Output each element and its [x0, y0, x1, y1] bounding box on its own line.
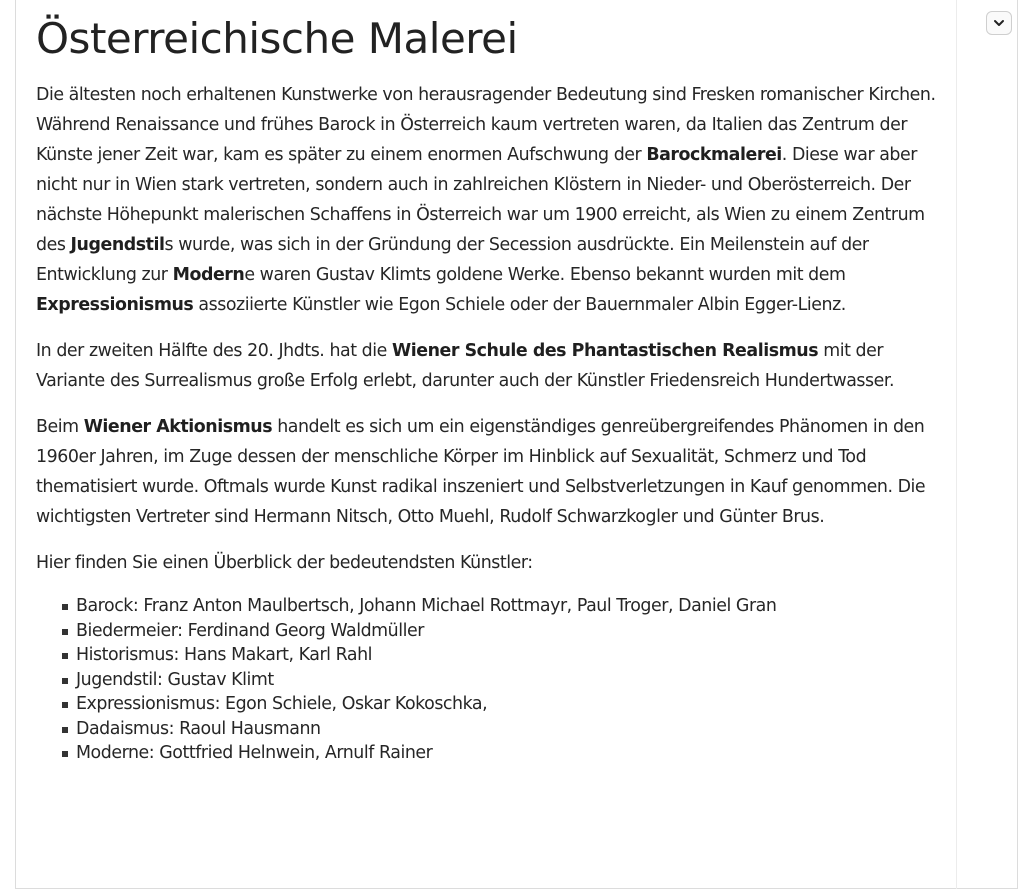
- list-item-text: Biedermeier: Ferdinand Georg Waldmüller: [76, 620, 424, 641]
- panel-divider: [956, 0, 957, 889]
- bullet: [62, 727, 68, 733]
- list-item-text: Historismus: Hans Makart, Karl Rahl: [76, 645, 373, 665]
- paragraph-text: In der zweiten Hälfte des 20. Jhdts. hat die: [36, 341, 392, 361]
- list-item: [60, 717, 946, 742]
- bullet: [62, 629, 68, 635]
- term-wiener-schule: Wiener Schule des Phantastischen Realismus: [391, 341, 819, 361]
- bullet: [62, 678, 68, 684]
- bullet: [62, 702, 68, 708]
- bullet: [62, 604, 68, 610]
- bullet: [62, 653, 68, 659]
- chevron-down-icon: [993, 19, 1005, 27]
- bullet: [62, 751, 68, 757]
- paragraph-text: Beim: [36, 417, 84, 437]
- paragraph-text: mit der Variante des Surrealismus große Erfolg erlebt, darunter auch der Künstler Friedensreich Hundertwasser.: [36, 341, 895, 391]
- paragraph-phantastischer-realismus: [36, 336, 946, 396]
- paragraph-text: Die ältesten noch erhaltenen Kunstwerke von herausragender Bedeutung sind Fresken romanischer Kirchen. Während Renaissance und frühes Barock in Österreich kaum vertreten waren, da Italien das Zentrum der Künste jener Zeit war, kam es später zu einem enormen Aufschwung der: [36, 85, 936, 165]
- list-item-text: Expressionismus: Egon Schiele, Oskar Kokoschka,: [76, 694, 488, 714]
- paragraph-text: handelt es sich um ein eigenständiges genreübergreifendes Phänomen in den 1960er Jahren, im Zuge dessen der menschliche Körper im Hinblick auf Sexualität, Schmerz und Tod thematisiert wurde. Oftmals wurde Kunst radikal inszeniert und Selbstverletzungen in Kauf genommen. Die wichtigsten Vertreter sind Hermann Nitsch, Otto Muehl, Rudolf Schwarzkogler und Günter Brus.: [36, 417, 926, 527]
- term-jugendstil: Jugendstil: [70, 235, 165, 255]
- paragraph-history: [36, 80, 946, 320]
- term-expressionismus: Expressionismus: [36, 295, 194, 315]
- term-moderne: Modern: [172, 265, 245, 285]
- list-item: [60, 594, 946, 619]
- list-item: [60, 643, 946, 668]
- paragraph-overview-intro: Hier finden Sie einen Überblick der bedeutendsten Künstler:: [36, 553, 533, 573]
- paragraph-text: s wurde, was sich in der Gründung der Secession ausdrückte. Ein Meilenstein auf der Entwicklung zur: [36, 235, 869, 285]
- paragraph-text: . Diese war aber nicht nur in Wien stark vertreten, sondern auch in zahlreichen Klöstern in Nieder- und Oberösterreich. Der nächste Höhepunkt malerischen Schaffens in Österreich war um 1900 erreicht, als Wien zu einem Zentrum des: [36, 145, 925, 255]
- list-item: [60, 619, 946, 644]
- list-item-text: Moderne: Gottfried Helnwein, Arnulf Rainer: [76, 743, 433, 763]
- list-item-text: Jugendstil: Gustav Klimt: [76, 669, 274, 690]
- list-item-text: Dadaismus: Raoul Hausmann: [76, 718, 321, 739]
- page-title: Österreichische Malerei: [36, 14, 518, 63]
- artist-list: [36, 594, 946, 766]
- article: [36, 12, 946, 766]
- list-item-text: Barock: Franz Anton Maulbertsch, Johann Michael Rottmayr, Paul Troger, Daniel Gran: [76, 596, 777, 616]
- collapse-button[interactable]: [986, 11, 1012, 35]
- paragraph-text: assoziierte Künstler wie Egon Schiele oder der Bauernmaler Albin Egger-Lienz.: [193, 295, 846, 315]
- list-item: [60, 692, 946, 717]
- term-barockmalerei: Barockmalerei: [646, 145, 782, 165]
- paragraph-aktionismus: [36, 412, 946, 532]
- term-wiener-aktionismus: Wiener Aktionismus: [83, 417, 273, 437]
- list-item: [60, 741, 946, 766]
- paragraph-text: e waren Gustav Klimts goldene Werke. Ebenso bekannt wurden mit dem: [244, 265, 846, 285]
- list-item: [60, 668, 946, 693]
